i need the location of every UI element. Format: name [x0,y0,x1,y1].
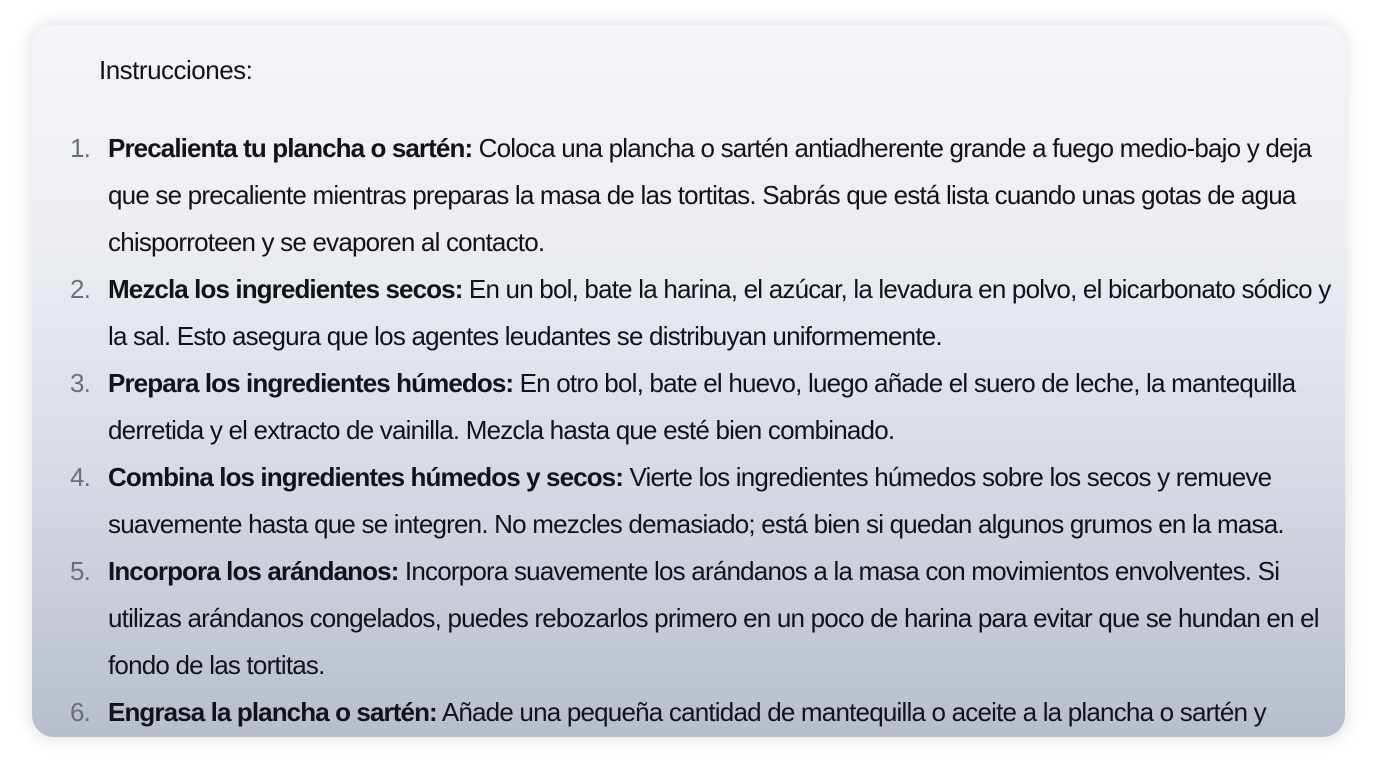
step-title: Incorpora los arándanos: [108,556,399,586]
step-number: 4. [70,462,91,492]
step-text: Coloca una plancha o sartén antiadherente grande a fuego medio-bajo y deja que se precaliente mientras preparas la masa de las tortitas. Sabrás que está lista cuando unas gotas de agua chisporroteen y se evaporen al contacto. [108,133,1312,257]
step-number: 3. [70,368,91,398]
step-number: 5. [70,556,91,586]
instruction-step-5 [32,548,1345,689]
step-number: 1. [70,133,91,163]
step-title: Engrasa la plancha o sartén: [108,697,437,727]
step-number: 2. [70,274,91,304]
step-text: En un bol, bate la harina, el azúcar, la levadura en polvo, el bicarbonato sódico y la sal. Esto asegura que los agentes leudantes se distribuyan uniformemente. [108,274,1331,351]
step-title: Combina los ingredientes húmedos y secos: [108,462,624,492]
instruction-step-3 [32,360,1345,454]
instruction-step-4 [32,454,1345,548]
step-title: Prepara los ingredientes húmedos: [108,368,514,398]
instruction-step-6 [32,689,1345,736]
step-title: Precalienta tu plancha o sartén: [108,133,473,163]
step-title: Mezcla los ingredientes secos: [108,274,463,304]
step-text: Incorpora suavemente los arándanos a la masa con movimientos envolventes. Si utilizas arándanos congelados, puedes rebozarlos primero en un poco de harina para evitar que se hundan en el fondo de las tortitas. [108,556,1319,680]
step-text: Vierte los ingredientes húmedos sobre los secos y remueve suavemente hasta que se integren. No mezcles demasiado; está bien si quedan algunos grumos en la masa. [108,462,1284,539]
step-number: 6. [70,697,91,727]
instruction-step-2 [32,266,1345,360]
instructions-heading: Instrucciones: [99,55,253,85]
instructions-list [32,125,1345,736]
step-text: En otro bol, bate el huevo, luego añade el suero de leche, la mantequilla derretida y el extracto de vainilla. Mezcla hasta que esté bien combinado. [108,368,1296,445]
instructions-panel [32,25,1345,737]
step-text: Añade una pequeña cantidad de mantequilla o aceite a la plancha o sartén y [441,697,1266,727]
instruction-step-1 [32,125,1345,266]
